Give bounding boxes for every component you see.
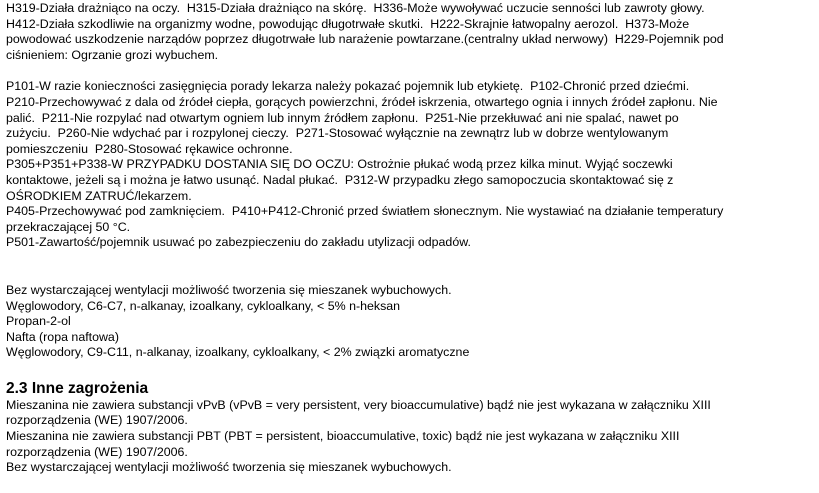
precautionary-statement-p501: P501-Zawartość/pojemnik usuwać po zabezpieczeniu do zakładu utylizacji odpadów. xyxy=(6,235,471,250)
spacer xyxy=(6,251,812,283)
supplemental-line: Węglowodory, C9-C11, n-alkanay, izoalkany, cykloalkany, < 2% związki aromatyczne xyxy=(6,345,470,360)
supplemental-line: Węglowodory, C6-C7, n-alkanay, izoalkany, cykloalkany, < 5% n-heksan xyxy=(6,298,401,313)
precautionary-statement-p305: P305+P351+P338-W PRZYPADKU DOSTANIA SIĘ DO OCZU: Ostrożnie płukać wodą przez kilka minut. Wyjąć soczewki kontaktowe, jeżeli są i można je łatwo usunąć. Nadal płukać. P312-W przypadku złego samopoczucia skontaktować się z OŚRODKIEM ZATRUĆ/lekarzem. xyxy=(6,157,674,203)
precautionary-statement-p405: P405-Przechowywać pod zamknięciem. P410+P412-Chronić przed światłem słonecznym. Nie wystawiać na działanie temperatury przekraczającej 50 °C. xyxy=(6,204,724,234)
section-paragraph-pbt: Mieszanina nie zawiera substancji PBT (PBT = persistent, bioaccumulative, toxic) bądź nie jest wykazana w załączniku XIII rozporządzenia (WE) 1907/2006. xyxy=(6,429,680,459)
supplemental-line: Propan-2-ol xyxy=(6,314,71,329)
supplemental-information xyxy=(6,283,812,361)
supplemental-line: Bez wystarczającej wentylacji możliwość tworzenia się mieszanek wybuchowych. xyxy=(6,282,452,297)
hazard-statements: H319-Działa drażniąco na oczy. H315-Działa drażniąco na skórę. H336-Może wywoływać uczucie senności lub zawroty głowy. H412-Działa szkodliwie na organizmy wodne, powodując długotrwałe skutki. H222-Skrajnie łatwopalny aerozol. H373-Może powodować uszkodzenie narządów poprzez długotrwałe lub narażenie powtarzane.(centralny układ nerwowy) H229-Pojemnik pod ciśnieniem: Ogrzanie grozi wybuchem. xyxy=(6,1,724,62)
section-paragraph-vpvb: Mieszanina nie zawiera substancji vPvB (vPvB = very persistent, very bioaccumulative) bądź nie jest wykazana w załączniku XIII rozporządzenia (WE) 1907/2006. xyxy=(6,397,711,428)
section-heading: 2.3 Inne zagrożenia xyxy=(6,379,149,397)
precautionary-statement-p101: P101-W razie konieczności zasięgnięcia porady lekarza należy pokazać pojemnik lub etykietę. P102-Chronić przed dziećmi. xyxy=(6,79,690,94)
precautionary-statements xyxy=(6,79,812,251)
section-other-hazards xyxy=(6,380,812,476)
document-page xyxy=(6,1,812,476)
section-paragraph-ventilation: Bez wystarczającej wentylacji możliwość tworzenia się mieszanek wybuchowych. xyxy=(6,460,452,475)
precautionary-statement-p210: P210-Przechowywać z dala od źródeł ciepła, gorących powierzchni, źródeł iskrzenia, otwartego ognia i innych źródeł zapłonu. Nie palić. P211-Nie rozpylać nad otwartym ogniem lub innym źródłem zapłonu. P251-Nie przekłuwać ani nie spalać, nawet po zużyciu. P260-Nie wdychać par i rozpylonej cieczy. P271-Stosować wyłącznie na zewnątrz lub w dobrze wentylowanym pomieszczeniu P280-Stosować rękawice ochronne. xyxy=(6,94,718,156)
spacer xyxy=(6,361,812,377)
spacer xyxy=(6,63,812,79)
supplemental-line: Nafta (ropa naftowa) xyxy=(6,329,119,344)
